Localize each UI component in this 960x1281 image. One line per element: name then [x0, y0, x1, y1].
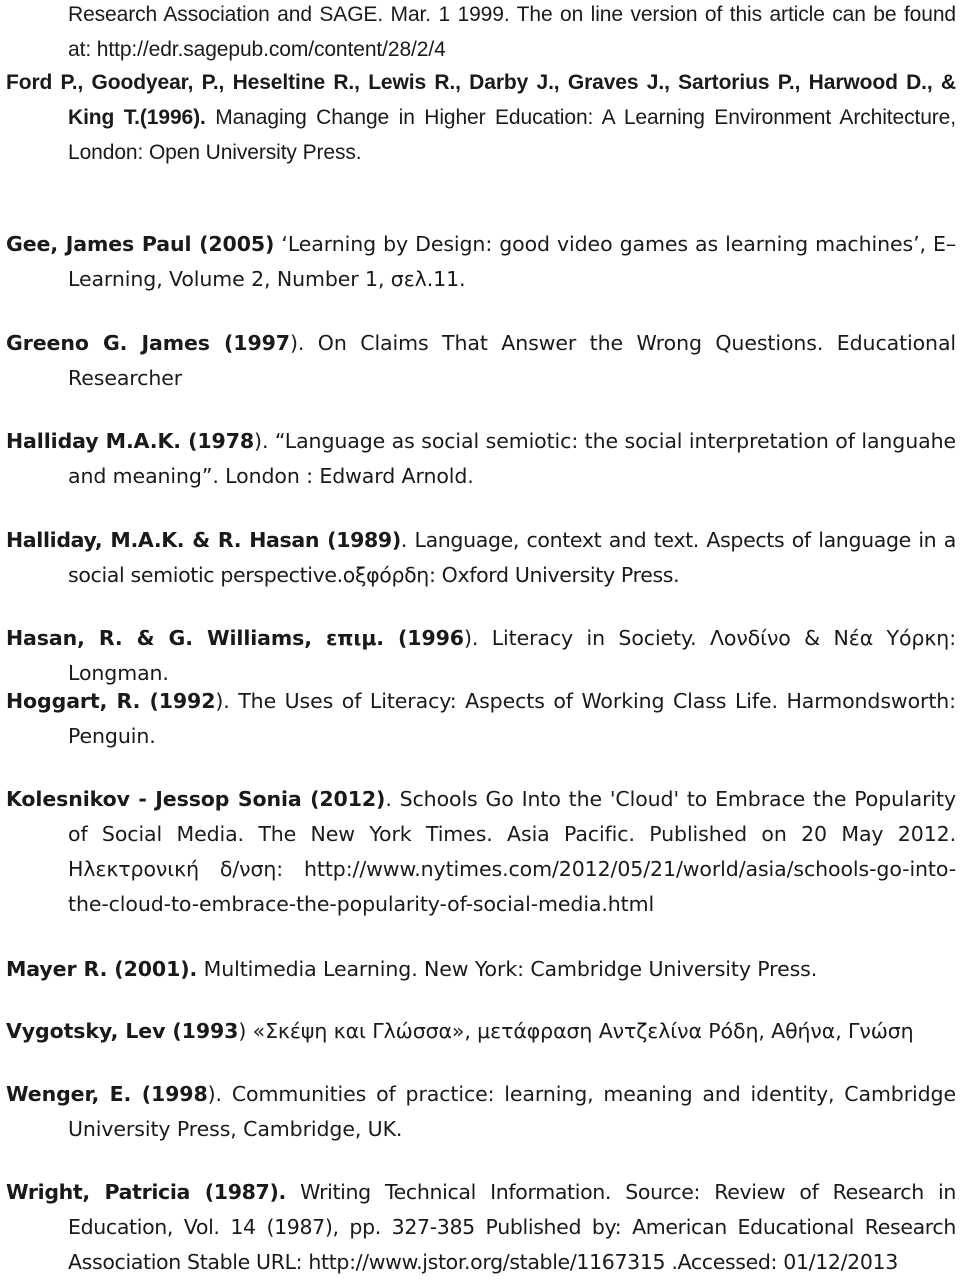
- reference-author: Gee, James Paul (2005): [6, 232, 275, 256]
- reference-author: Wright, Patricia (1987).: [6, 1180, 286, 1204]
- reference-author: Hoggart, R. (1992: [6, 689, 216, 713]
- reference-text: Writing Technical Information. Source: Review of Research in Education, Vol. 14 (1987), pp. 327-385 Published by: American Educational Research Association Stable URL: http://www.jstor.org/stable/1167315 .Accessed: 01/12/2013: [68, 1180, 956, 1274]
- reference-text: . Language, context and text. Aspects of language in a social semiotic perspective.οξφόρδη: Oxford University Press.: [68, 528, 956, 587]
- reference-text: . The Uses of Literacy: Aspects of Working Class Life. Harmondsworth: Penguin.: [68, 689, 956, 748]
- reference-wenger: [6, 1077, 956, 1147]
- reference-kolesnikov: [6, 782, 956, 922]
- reference-paren: ): [463, 626, 472, 650]
- reference-text: Multimedia Learning. New York: Cambridge University Press.: [197, 957, 818, 981]
- reference-text: . On Claims That Answer the Wrong Questions. Educational Researcher: [68, 331, 957, 390]
- reference-text: . Communities of practice: learning, meaning and identity, Cambridge University Press, Cambridge, UK.: [68, 1082, 956, 1141]
- reference-author: Greeno G. James (1997: [6, 331, 290, 355]
- reference-hoggart: [6, 684, 956, 754]
- reference-author: Halliday M.A.K. (1978: [6, 429, 255, 453]
- reference-halliday-hasan: [6, 523, 956, 593]
- reference-paren: ): [207, 1082, 216, 1106]
- reference-author: Kolesnikov - Jessop Sonia (2012): [6, 787, 386, 811]
- reference-mayer: [6, 952, 956, 987]
- reference-text: . “Language as social semiotic: the social interpretation of languahe and meaning”. London : Edward Arnold.: [68, 429, 956, 488]
- reference-author: Wenger, E. (1998: [6, 1082, 208, 1106]
- reference-research-association: [6, 0, 956, 67]
- reference-greeno: [6, 326, 956, 396]
- reference-text: Research Association and SAGE. Mar. 1 1999. The on line version of this article can be found at: http://edr.sagepub.com/content/28/2/4: [68, 3, 956, 61]
- reference-hasan: [6, 621, 956, 691]
- reference-author: Hasan, R. & G. Williams, επιμ. (1996: [6, 626, 464, 650]
- reference-wright: [6, 1175, 956, 1280]
- reference-paren: ): [289, 331, 298, 355]
- reference-gee: [6, 227, 956, 297]
- reference-ford: [6, 65, 956, 170]
- reference-text: . Schools Go Into the 'Cloud' to Embrace the Popularity of Social Media. The New York Times. Asia Pacific. Published on 20 May 2012. Ηλεκτρονική δ/νση: http://www.nytimes.com/2012/05/21/world/asia/schools-go-into-the-cloud-to-embrace-the-popularity-of-social-media.html: [68, 787, 956, 916]
- reference-text: «Σκέψη και Γλώσσα», μετάφραση Αντζελίνα Ρόδη, Αθήνα, Γνώση: [246, 1019, 914, 1043]
- reference-paren: ): [254, 429, 262, 453]
- reference-text: Managing Change in Higher Education: A Learning Environment Architecture, London: Open University Press.: [68, 106, 956, 164]
- reference-text: ‘Learning by Design: good video games as learning machines’, E– Learning, Volume 2, Number 1, σελ.11.: [68, 232, 956, 291]
- reference-author: Ford P., Goodyear, P., Heseltine R., Lewis R., Darby J., Graves J., Sartorius P., Harwood D., & King T.(1996).: [6, 71, 956, 129]
- reference-paren: ): [215, 689, 224, 713]
- reference-vygotsky: [6, 1014, 956, 1049]
- reference-paren: ): [238, 1019, 247, 1043]
- reference-author: Halliday, M.A.K. & R. Hasan (1989): [6, 528, 401, 552]
- reference-text: . Literacy in Society. Λονδίνο & Νέα Υόρκη: Longman.: [68, 626, 956, 685]
- reference-author: Mayer R. (2001).: [6, 957, 198, 981]
- reference-halliday-1978: [6, 424, 956, 494]
- reference-author: Vygotsky, Lev (1993: [6, 1019, 239, 1043]
